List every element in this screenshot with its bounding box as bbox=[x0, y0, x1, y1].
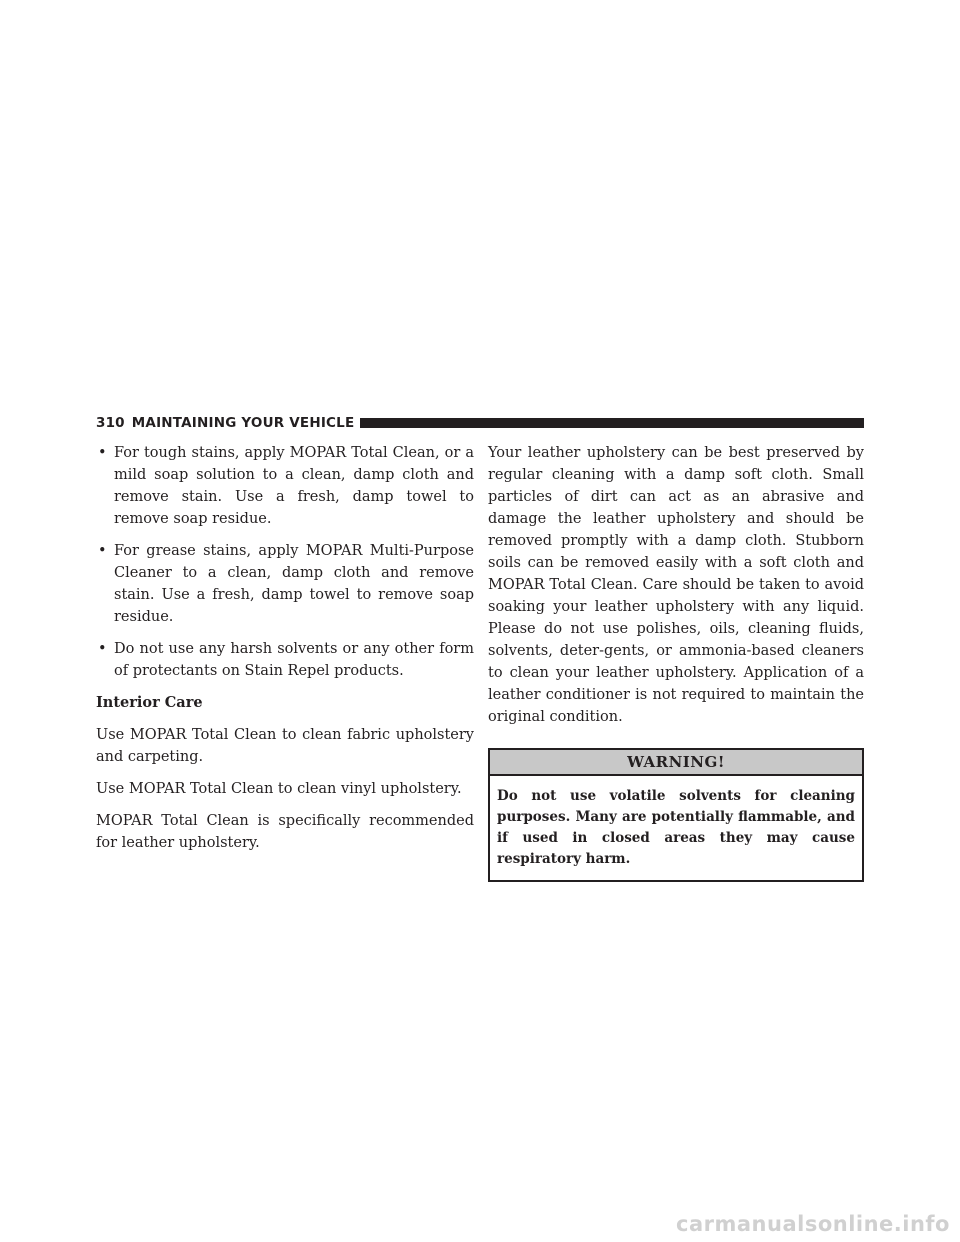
bullet-marker: • bbox=[98, 641, 107, 657]
paragraph: Use MOPAR Total Clean to clean fabric upholstery and carpeting. bbox=[96, 727, 474, 765]
interior-care-heading: Interior Care bbox=[96, 694, 203, 711]
paragraph: Use MOPAR Total Clean to clean vinyl upholstery. bbox=[96, 781, 462, 797]
page-header bbox=[96, 416, 864, 430]
list-item-text: For tough stains, apply MOPAR Total Clean, or a mild soap solution to a clean, damp cloth and remove stain. Use a fresh, damp towel to remove soap residue. bbox=[114, 445, 474, 527]
list-item bbox=[96, 540, 474, 628]
right-column bbox=[488, 442, 864, 882]
bullet-marker: • bbox=[98, 543, 107, 559]
list-item-text: Do not use any harsh solvents or any other form of protectants on Stain Repel products. bbox=[114, 641, 474, 679]
warning-text: Do not use volatile solvents for cleaning purposes. Many are potentially flammable, and if used in closed areas they may cause respiratory harm. bbox=[497, 788, 855, 867]
list-item bbox=[96, 638, 474, 682]
list-item bbox=[96, 442, 474, 530]
leather-care-paragraph: Your leather upholstery can be best preserved by regular cleaning with a damp soft cloth. Small particles of dirt can act as an abrasive and damage the leather upholstery and should be removed promptly with a damp cloth. Stubborn soils can be removed easily with a soft cloth and MOPAR Total Clean. Care should be taken to avoid soaking your leather upholstery with any liquid. Please do not use polishes, oils, cleaning fluids, solvents, deter-gents, or ammonia-based cleaners to clean your leather upholstery. Application of a leather conditioner is not required to maintain the original condition. bbox=[488, 445, 864, 725]
header-rule bbox=[360, 418, 864, 428]
stain-tips-list bbox=[96, 442, 474, 682]
left-column bbox=[96, 442, 474, 864]
section-title: MAINTAINING YOUR VEHICLE bbox=[131, 415, 355, 431]
warning-box bbox=[488, 748, 864, 882]
paragraph: MOPAR Total Clean is specifically recommended for leather upholstery. bbox=[96, 813, 474, 851]
page-number: 310 bbox=[96, 415, 125, 431]
watermark: carmanualsonline.info bbox=[676, 1212, 950, 1236]
bullet-marker: • bbox=[98, 445, 107, 461]
warning-title: WARNING! bbox=[490, 750, 862, 776]
list-item-text: For grease stains, apply MOPAR Multi-Purpose Cleaner to a clean, damp cloth and remove stain. Use a fresh, damp towel to remove soap residue. bbox=[114, 543, 474, 625]
